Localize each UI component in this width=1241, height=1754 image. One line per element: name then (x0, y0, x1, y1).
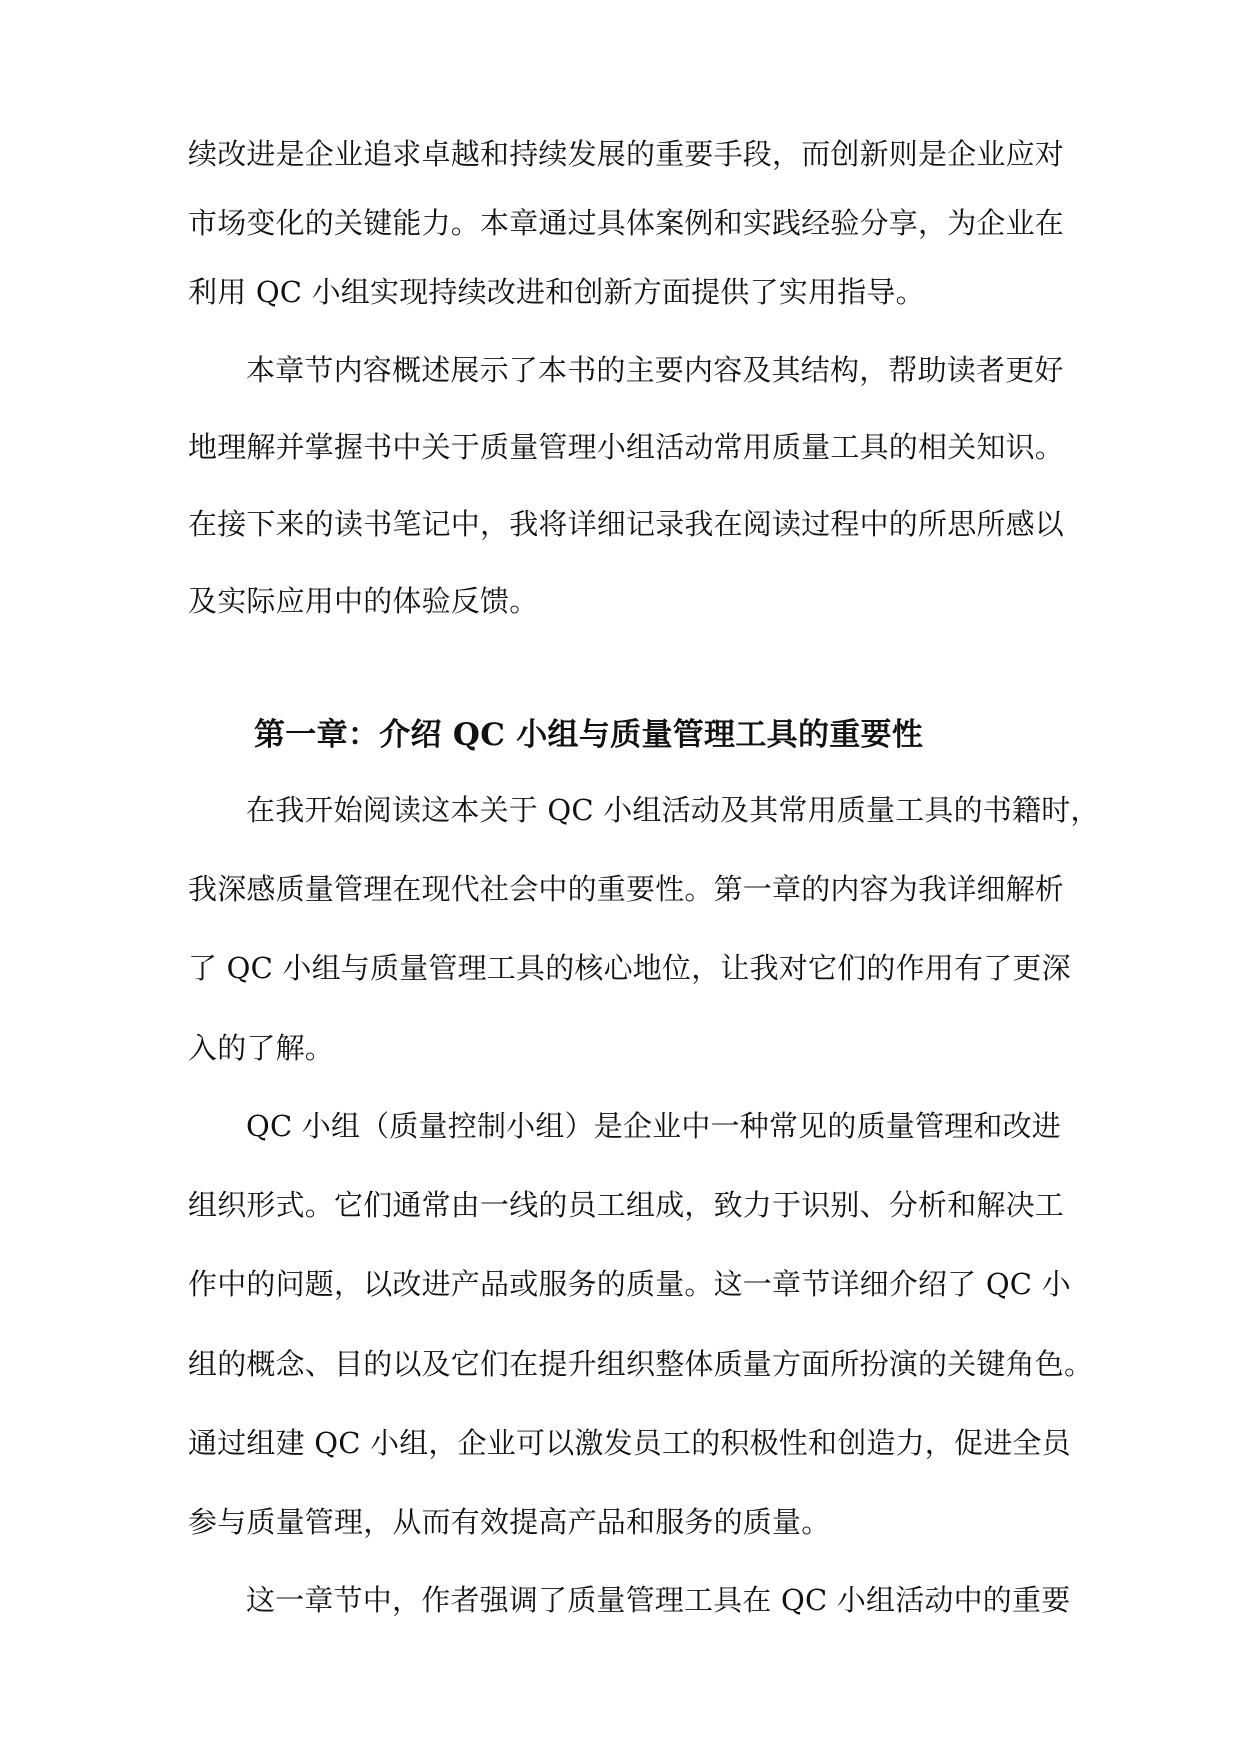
text-line: 市场变化的关键能力。本章通过具体案例和实践经验分享，为企业在 (188, 206, 1065, 240)
text-line: 这一章节中，作者强调了质量管理工具在 QC 小组活动中的重要 (246, 1583, 1071, 1617)
text-line: 了 QC 小组与质量管理工具的核心地位，让我对它们的作用有了更深 (188, 951, 1071, 985)
text-line: 地理解并掌握书中关于质量管理小组活动常用质量工具的相关知识。 (188, 430, 1065, 464)
text-line: QC 小组（质量控制小组）是企业中一种常见的质量管理和改进 (246, 1109, 1061, 1143)
text-line: 通过组建 QC 小组，企业可以激发员工的积极性和创造力，促进全员 (188, 1426, 1071, 1460)
text-line: 组织形式。它们通常由一线的员工组成，致力于识别、分析和解决工 (188, 1188, 1065, 1222)
text-line: 本章节内容概述展示了本书的主要内容及其结构，帮助读者更好 (246, 353, 1064, 387)
chapter-heading: 第一章：介绍 QC 小组与质量管理工具的重要性 (254, 717, 924, 753)
text-line: 入的了解。 (188, 1031, 335, 1065)
text-line: 续改进是企业追求卓越和持续发展的重要手段，而创新则是企业应对 (188, 137, 1065, 171)
text-line: 及实际应用中的体验反馈。 (188, 584, 539, 618)
text-line: 利用 QC 小组实现持续改进和创新方面提供了实用指导。 (188, 275, 925, 309)
text-line: 在我开始阅读这本关于 QC 小组活动及其常用质量工具的书籍时， (246, 793, 1100, 827)
text-line: 在接下来的读书笔记中，我将详细记录我在阅读过程中的所思所感以 (188, 507, 1065, 541)
text-line: 作中的问题，以改进产品或服务的质量。这一章节详细介绍了 QC 小 (188, 1267, 1071, 1301)
text-line: 我深感质量管理在现代社会中的重要性。第一章的内容为我详细解析 (188, 872, 1065, 906)
text-line: 组的概念、目的以及它们在提升组织整体质量方面所扮演的关键角色。 (188, 1347, 1094, 1381)
text-line: 参与质量管理，从而有效提高产品和服务的质量。 (188, 1505, 831, 1539)
